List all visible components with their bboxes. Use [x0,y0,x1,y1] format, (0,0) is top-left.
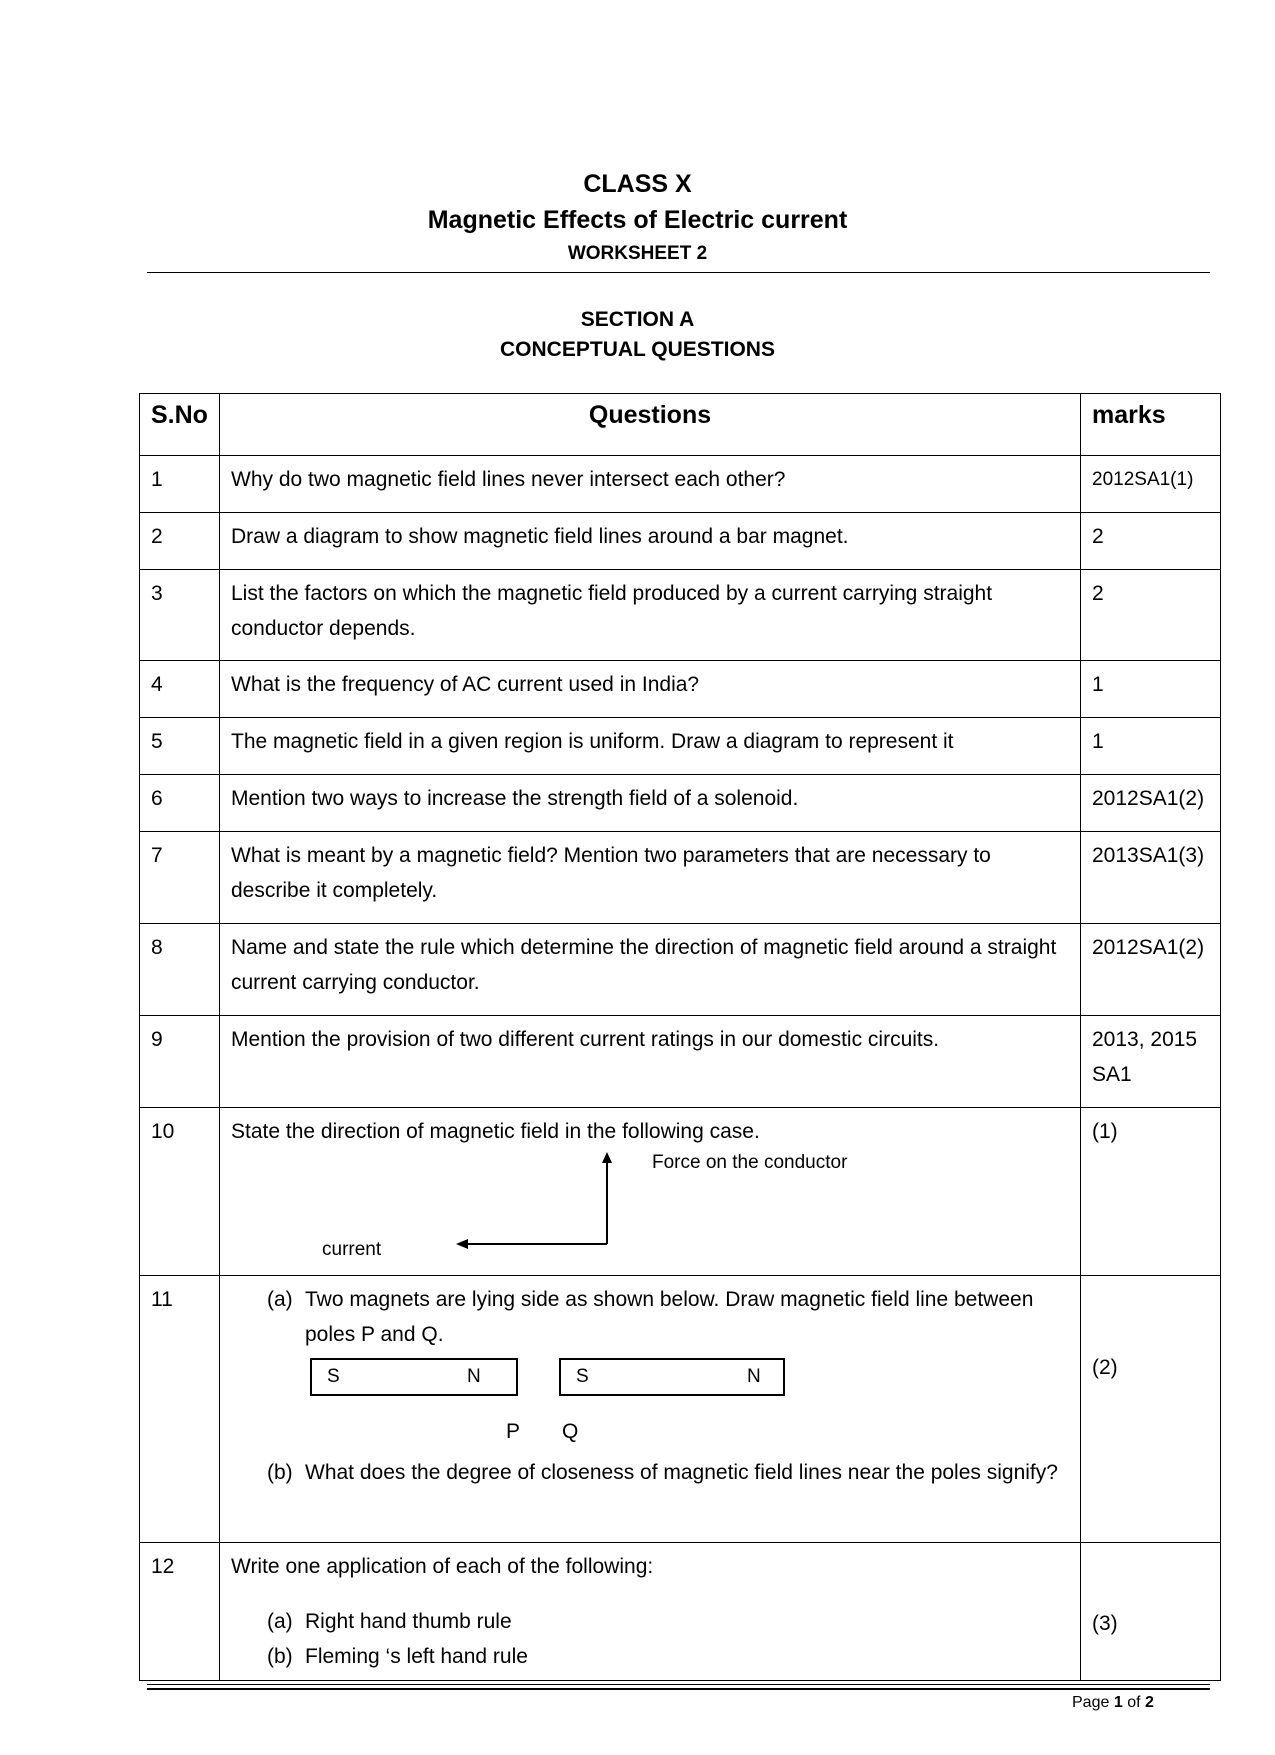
table-row [140,570,1221,661]
sub-label: (b) [267,1461,293,1484]
sub-question-a [231,1604,1069,1639]
sno-cell: 10 [140,1108,220,1276]
bar-magnet [559,1358,785,1396]
question-cell [220,1543,1081,1681]
sub-question-b [231,1639,1069,1674]
header-divider [147,272,1210,273]
sub-label: (b) [267,1645,293,1668]
question-cell: Draw a diagram to show magnetic field lines around a bar magnet. [220,513,1081,570]
question-cell: Mention the provision of two different current ratings in our domestic circuits. [220,1016,1081,1108]
sub-text: Fleming ‘s left hand rule [305,1645,528,1668]
table-row [140,456,1221,513]
sno-cell: 12 [140,1543,220,1681]
question-cell: Mention two ways to increase the strength field of a solenoid. [220,775,1081,832]
marks-cell: 2012SA1(2) [1081,924,1221,1016]
current-label: current [322,1239,382,1260]
sno-header: S.No [140,394,220,456]
pole-p-label: P [506,1420,521,1443]
footer-rule-thick [147,1688,1210,1690]
pole-n: N [467,1366,481,1387]
marks-header: marks [1081,394,1221,456]
force-label: Force on the conductor [652,1152,848,1173]
question-cell: The magnetic field in a given region is uniform. Draw a diagram to represent it [220,718,1081,775]
section-label: SECTION A [580,308,695,331]
force-arrow-head [602,1152,612,1163]
sno-cell: 4 [140,661,220,718]
sub-question-b [231,1455,1069,1490]
table-row [140,661,1221,718]
sno-cell: 7 [140,832,220,924]
page-total: 2 [1144,1694,1154,1711]
footer-rule [147,1684,1210,1685]
question-cell [220,1108,1081,1276]
sno-cell: 6 [140,775,220,832]
marks-cell: (3) [1081,1543,1221,1681]
marks-cell: 2013, 2015 SA1 [1081,1016,1221,1108]
sno-cell: 8 [140,924,220,1016]
marks-cell: 2012SA1(1) [1081,456,1221,513]
sno-cell: 1 [140,456,220,513]
marks-cell: 2 [1081,570,1221,661]
table-row [140,924,1221,1016]
question-cell [220,1276,1081,1543]
table-row [140,1016,1221,1108]
sub-text: What does the degree of closeness of magnetic field lines near the poles signify? [305,1461,1058,1484]
subject-title: Magnetic Effects of Electric current [427,206,848,234]
pole-n: N [747,1366,761,1387]
table-row [140,1276,1221,1543]
sno-cell: 3 [140,570,220,661]
page-prefix: Page [1072,1694,1110,1711]
questions-table [139,393,1221,1681]
sub-text: Right hand thumb rule [305,1610,512,1633]
sno-cell: 9 [140,1016,220,1108]
marks-cell: 2012SA1(2) [1081,775,1221,832]
pole-s: S [576,1366,589,1387]
question-cell: List the factors on which the magnetic field produced by a current carrying straight conductor depends. [220,570,1081,661]
question-cell: What is the frequency of AC current used in India? [220,661,1081,718]
current-arrow-head [456,1239,468,1249]
sno-cell: 11 [140,1276,220,1543]
worksheet-title: WORKSHEET 2 [567,243,708,264]
table-row [140,1543,1221,1681]
sub-label: (a) [267,1288,293,1311]
table-row [140,513,1221,570]
pole-s: S [327,1366,340,1387]
force-current-diagram [231,1149,1069,1264]
marks-cell: 1 [1081,661,1221,718]
table-row [140,718,1221,775]
bar-magnet [310,1358,518,1396]
question-text: State the direction of magnetic field in the following case. [231,1120,760,1143]
pole-q-label: Q [562,1420,579,1443]
table-row [140,1108,1221,1276]
sno-cell: 2 [140,513,220,570]
sub-question-a [231,1282,1069,1352]
marks-cell: (1) [1081,1108,1221,1276]
sno-cell: 5 [140,718,220,775]
marks-cell: 2 [1081,513,1221,570]
sub-text: Two magnets are lying side as shown below. Draw magnetic field line between poles P and Q. [305,1288,1034,1346]
table-row [140,775,1221,832]
page-of: of [1127,1694,1141,1711]
marks-cell: (2) [1081,1276,1221,1543]
sub-label: (a) [267,1610,293,1633]
class-title: CLASS X [583,170,692,198]
marks-cell: 1 [1081,718,1221,775]
question-cell: Name and state the rule which determine the direction of magnetic field around a straight current carrying conductor. [220,924,1081,1016]
section-title: CONCEPTUAL QUESTIONS [500,338,775,361]
question-cell: Why do two magnetic field lines never intersect each other? [220,456,1081,513]
question-cell: What is meant by a magnetic field? Mention two parameters that are necessary to describe it completely. [220,832,1081,924]
page-number [1072,1694,1154,1712]
table-header-row [140,394,1221,456]
table-row [140,832,1221,924]
marks-cell: 2013SA1(3) [1081,832,1221,924]
magnets-diagram [231,1352,1069,1455]
questions-header: Questions [220,394,1081,456]
page-current: 1 [1113,1694,1123,1711]
question-text: Write one application of each of the following: [231,1555,654,1578]
